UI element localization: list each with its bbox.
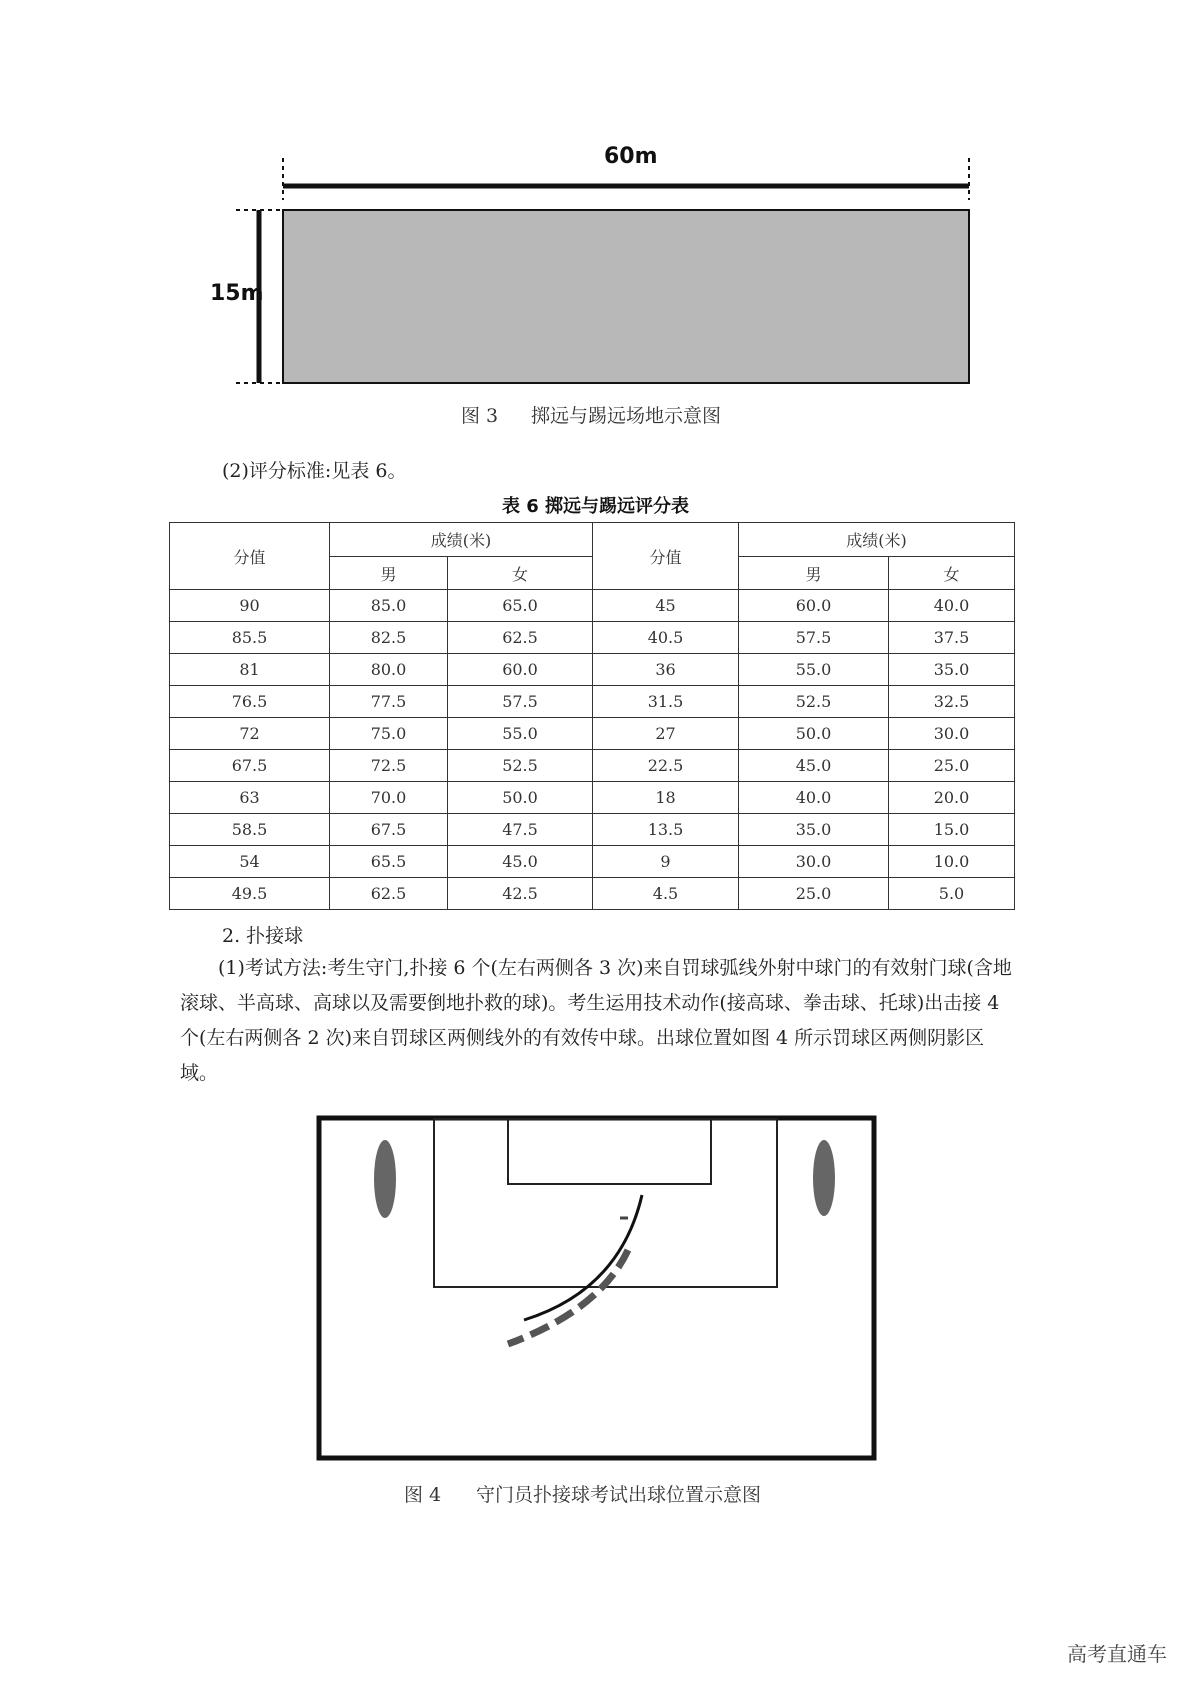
figure-4 bbox=[0, 1110, 1191, 1506]
table-row bbox=[170, 622, 1015, 654]
cell-score-right: 31.5 bbox=[593, 686, 739, 718]
cell-male-right: 30.0 bbox=[739, 846, 889, 878]
score-table bbox=[169, 522, 1015, 910]
cell-score-left: 67.5 bbox=[170, 750, 330, 782]
table-row bbox=[170, 878, 1015, 910]
cell-female-right: 37.5 bbox=[889, 622, 1015, 654]
cell-score-right: 18 bbox=[593, 782, 739, 814]
cell-female-right: 32.5 bbox=[889, 686, 1015, 718]
field-rectangle bbox=[283, 210, 969, 383]
cell-male-left: 65.5 bbox=[330, 846, 448, 878]
cell-female-left: 50.0 bbox=[448, 782, 593, 814]
cell-female-left: 62.5 bbox=[448, 622, 593, 654]
header-female-right: 女 bbox=[889, 557, 1015, 590]
cell-score-right: 36 bbox=[593, 654, 739, 686]
cell-score-left: 54 bbox=[170, 846, 330, 878]
header-male-left: 男 bbox=[330, 557, 448, 590]
header-score-right: 分值 bbox=[593, 523, 739, 590]
scoring-paragraph: (2)评分标准:见表 6。 bbox=[222, 460, 407, 482]
figure-4-caption-text: 守门员扑接球考试出球位置示意图 bbox=[476, 1484, 762, 1506]
cell-score-right: 4.5 bbox=[593, 878, 739, 910]
cell-female-right: 10.0 bbox=[889, 846, 1015, 878]
header-male-right: 男 bbox=[739, 557, 889, 590]
cell-score-left: 76.5 bbox=[170, 686, 330, 718]
table-row bbox=[170, 846, 1015, 878]
table-row bbox=[170, 782, 1015, 814]
cell-female-left: 47.5 bbox=[448, 814, 593, 846]
cell-score-left: 58.5 bbox=[170, 814, 330, 846]
cell-female-left: 60.0 bbox=[448, 654, 593, 686]
cell-score-right: 22.5 bbox=[593, 750, 739, 782]
header-score-left: 分值 bbox=[170, 523, 330, 590]
cell-female-left: 57.5 bbox=[448, 686, 593, 718]
table-row bbox=[170, 590, 1015, 622]
table-row bbox=[170, 814, 1015, 846]
cell-female-left: 55.0 bbox=[448, 718, 593, 750]
cell-female-left: 42.5 bbox=[448, 878, 593, 910]
cell-female-left: 45.0 bbox=[448, 846, 593, 878]
cell-score-right: 27 bbox=[593, 718, 739, 750]
cell-female-right: 5.0 bbox=[889, 878, 1015, 910]
cell-score-left: 63 bbox=[170, 782, 330, 814]
cell-male-left: 67.5 bbox=[330, 814, 448, 846]
figure-3 bbox=[0, 0, 1191, 427]
cell-female-right: 30.0 bbox=[889, 718, 1015, 750]
left-shaded-zone bbox=[374, 1140, 396, 1218]
cell-male-left: 77.5 bbox=[330, 686, 448, 718]
figure-4-caption-number: 图 4 bbox=[404, 1484, 442, 1506]
cell-female-right: 40.0 bbox=[889, 590, 1015, 622]
header-result-right: 成绩(米) bbox=[739, 523, 1015, 557]
width-label: 60m bbox=[604, 144, 658, 169]
cell-male-left: 70.0 bbox=[330, 782, 448, 814]
cell-score-left: 72 bbox=[170, 718, 330, 750]
cell-male-right: 35.0 bbox=[739, 814, 889, 846]
height-label: 15m bbox=[210, 281, 264, 306]
cell-male-right: 55.0 bbox=[739, 654, 889, 686]
table-row bbox=[170, 750, 1015, 782]
cell-male-left: 72.5 bbox=[330, 750, 448, 782]
cell-score-left: 49.5 bbox=[170, 878, 330, 910]
cell-score-right: 9 bbox=[593, 846, 739, 878]
table-row bbox=[170, 718, 1015, 750]
cell-male-left: 80.0 bbox=[330, 654, 448, 686]
cell-female-left: 52.5 bbox=[448, 750, 593, 782]
cell-female-right: 35.0 bbox=[889, 654, 1015, 686]
cell-score-left: 90 bbox=[170, 590, 330, 622]
header-result-left: 成绩(米) bbox=[330, 523, 593, 557]
figure-3-caption-text: 掷远与踢远场地示意图 bbox=[531, 405, 722, 427]
cell-female-right: 20.0 bbox=[889, 782, 1015, 814]
section-2-body: (1)考试方法:考生守门,扑接 6 个(左右两侧各 3 次)来自罚球弧线外射中球门的有效射门球(含地滚球、半高球、高球以及需要倒地扑救的球)。考生运用技术动作(接高球、拳击球、托球)出击接 4 个(左右两侧各 2 次)来自罚球区两侧线外的有效传中球。出球位置如图 4 所示罚球区两侧阴影区域。 bbox=[180, 957, 1012, 1084]
cell-female-right: 25.0 bbox=[889, 750, 1015, 782]
figure-3-caption-number: 图 3 bbox=[461, 405, 499, 427]
figure-3-diagram bbox=[0, 0, 1191, 400]
table-row bbox=[170, 686, 1015, 718]
cell-male-left: 62.5 bbox=[330, 878, 448, 910]
cell-score-left: 81 bbox=[170, 654, 330, 686]
cell-score-left: 85.5 bbox=[170, 622, 330, 654]
cell-male-right: 40.0 bbox=[739, 782, 889, 814]
right-shaded-zone bbox=[813, 1140, 835, 1216]
table-row bbox=[170, 654, 1015, 686]
cell-female-left: 65.0 bbox=[448, 590, 593, 622]
cell-male-right: 52.5 bbox=[739, 686, 889, 718]
cell-female-right: 15.0 bbox=[889, 814, 1015, 846]
table-6-title: 表 6 掷远与踢远评分表 bbox=[501, 496, 690, 517]
cell-male-right: 60.0 bbox=[739, 590, 889, 622]
header-female-left: 女 bbox=[448, 557, 593, 590]
cell-male-right: 50.0 bbox=[739, 718, 889, 750]
cell-score-right: 40.5 bbox=[593, 622, 739, 654]
cell-male-left: 85.0 bbox=[330, 590, 448, 622]
cell-male-right: 45.0 bbox=[739, 750, 889, 782]
cell-male-right: 25.0 bbox=[739, 878, 889, 910]
cell-male-right: 57.5 bbox=[739, 622, 889, 654]
cell-score-right: 13.5 bbox=[593, 814, 739, 846]
cell-male-left: 82.5 bbox=[330, 622, 448, 654]
cell-male-left: 75.0 bbox=[330, 718, 448, 750]
watermark: 高考直通车 bbox=[1067, 1642, 1167, 1666]
figure-4-diagram bbox=[0, 1110, 1191, 1470]
cell-score-right: 45 bbox=[593, 590, 739, 622]
table-header-row-1 bbox=[170, 523, 1015, 557]
section-2-heading: 2. 扑接球 bbox=[222, 925, 304, 947]
